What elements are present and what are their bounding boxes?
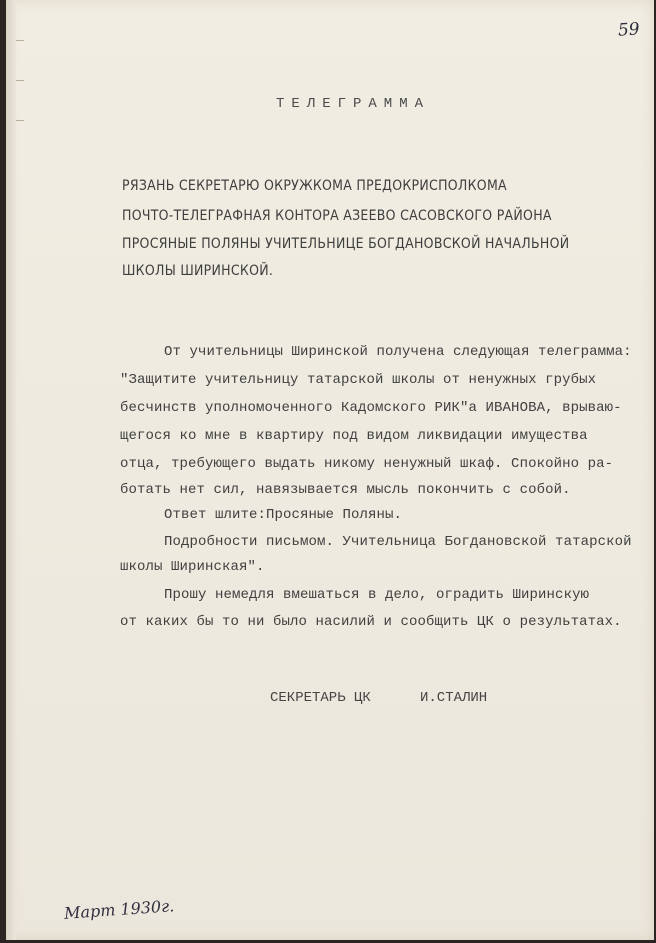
handwritten-date: Март 1930г. (63, 896, 175, 923)
body-line: школы Ширинская". (120, 559, 265, 575)
binding-edge (6, 0, 16, 940)
document-page (6, 0, 654, 940)
body-line: Подробности письмом. Учительница Богдановской татарской (164, 534, 632, 550)
body-line: От учительницы Ширинской получена следующая телеграмма: (164, 344, 632, 360)
body-line: Ответ шлите:Просяные Поляны. (164, 507, 403, 523)
address-line: ШКОЛЫ ШИРИНСКОЙ. (122, 263, 274, 279)
body-line: щегося ко мне в квартиру под видом ликвидации имущества (120, 428, 588, 444)
signature-position: СЕКРЕТАРЬ ЦК (270, 690, 371, 706)
address-line: ПРОСЯНЫЕ ПОЛЯНЫ УЧИТЕЛЬНИЦЕ БОГДАНОВСКОЙ НАЧАЛЬНОЙ (122, 236, 570, 252)
archive-page-number: 59 (617, 19, 641, 41)
signature-name: И.СТАЛИН (420, 690, 488, 706)
address-line: РЯЗАНЬ СЕКРЕТАРЮ ОКРУЖКОМА ПРЕДОКРИСПОЛКОМА (122, 178, 507, 194)
body-line: от каких бы то ни было насилий и сообщить ЦК о результатах. (120, 614, 622, 630)
address-line: ПОЧТО-ТЕЛЕГРАФНАЯ КОНТОРА АЗЕЕВО САСОВСКОГО РАЙОНА (122, 208, 552, 224)
body-line: отца, требующего выдать никому ненужный шкаф. Спокойно ра- (120, 456, 614, 472)
document-title: ТЕЛЕГРАММА (276, 96, 431, 112)
body-line: "Защитите учительницу татарской школы от ненужных грубых (120, 372, 597, 388)
body-line: бесчинств уполномоченного Кадомского РИК"а ИВАНОВА, врываю- (120, 400, 622, 416)
body-line: Прошу немедля вмешаться в дело, оградить Ширинскую (164, 587, 590, 603)
margin-mark (16, 80, 24, 81)
body-line: ботать нет сил, навязывается мысль покончить с собой. (120, 482, 571, 498)
margin-mark (16, 40, 24, 41)
margin-mark (16, 120, 24, 121)
